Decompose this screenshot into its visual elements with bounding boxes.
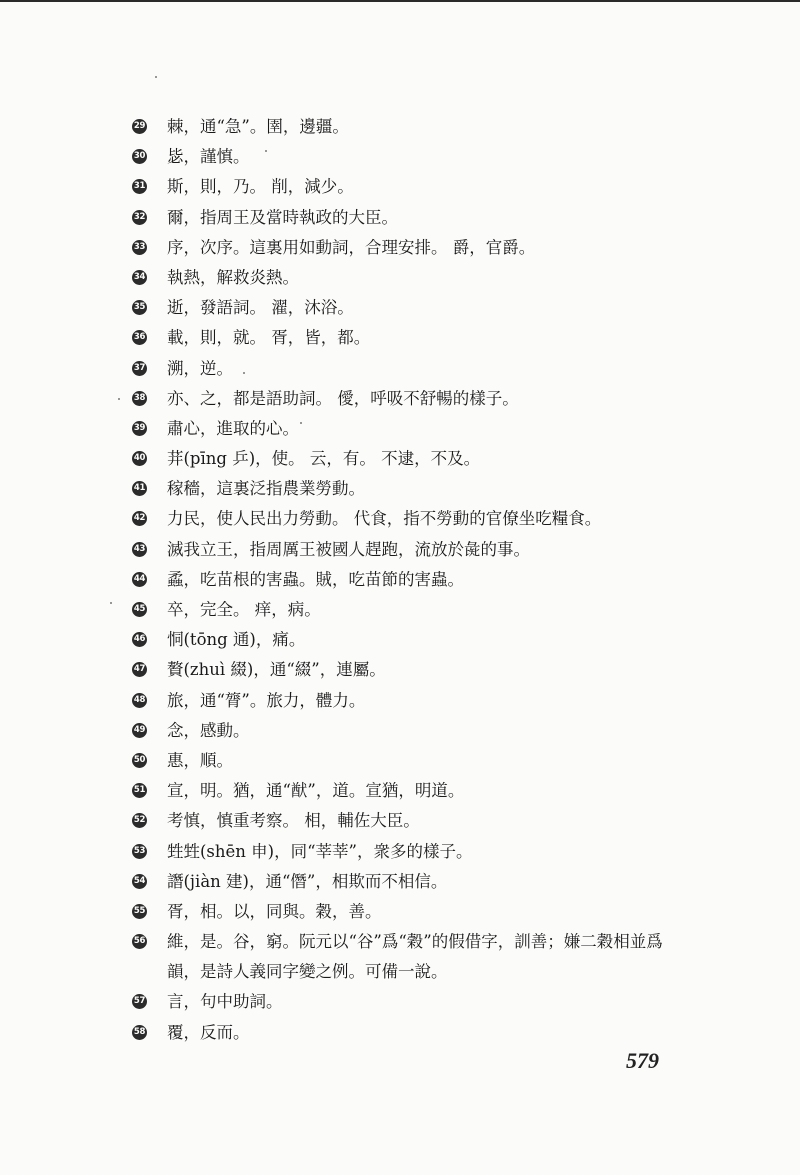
note-text: 棘，通“急”。圉，邊疆。: [167, 117, 349, 136]
note-text: 溯，逆。: [167, 358, 233, 378]
note-number-badge: 48: [132, 693, 147, 708]
note-item: [132, 927, 692, 987]
note-item: [132, 535, 692, 565]
note-text: 考慎，慎重考察。 相，輔佐大臣。: [167, 811, 420, 831]
note-text: 言，句中助詞。: [167, 992, 283, 1012]
note-number-badge: 37: [132, 361, 147, 376]
note-text: 維，是。谷，窮。阮元以“谷”爲“穀”的假借字，訓善；嫌二穀相並爲韻，是詩人義同字變之例。可備一說。: [167, 932, 663, 982]
note-number-badge: 34: [132, 270, 147, 285]
page-number: 579: [626, 1048, 659, 1073]
note-item: [132, 384, 692, 414]
note-text: 宣，明。猶，通“猷”，道。宣猶，明道。: [167, 781, 465, 801]
note-text: 毖，謹慎。: [167, 147, 250, 167]
note-item: [132, 806, 692, 836]
note-item: [132, 263, 692, 293]
note-item: [132, 323, 692, 353]
note-number-badge: 54: [132, 874, 147, 889]
note-item: [132, 142, 692, 172]
note-number-badge: 52: [132, 813, 147, 828]
note-item: [132, 625, 692, 655]
note-text: 蟊，吃苗根的害蟲。賊，吃苗節的害蟲。: [167, 569, 464, 589]
note-item: [132, 474, 692, 504]
note-item: [132, 987, 692, 1017]
note-number-badge: 39: [132, 421, 147, 436]
note-item: [132, 716, 692, 746]
note-number-badge: 35: [132, 300, 147, 315]
note-text: 惠，順。: [167, 750, 233, 770]
note-item: [132, 444, 692, 474]
note-item: [132, 595, 692, 625]
note-item: [132, 867, 692, 897]
note-text: 旅，通“膂”。旅力，體力。: [167, 690, 366, 710]
note-item: [132, 1018, 692, 1048]
note-number-badge: 43: [132, 542, 147, 557]
note-number-badge: 50: [132, 753, 147, 768]
note-text: 執熱，解救炎熱。: [167, 267, 299, 287]
note-text: 載，則，就。 胥，皆，都。: [167, 328, 371, 348]
note-item: [132, 504, 692, 534]
annotation-list: [132, 112, 692, 1048]
note-text: 稼穡，這裏泛指農業勞動。: [167, 479, 365, 499]
note-item: [132, 837, 692, 867]
note-number-badge: 33: [132, 240, 147, 255]
note-number-badge: 41: [132, 481, 147, 496]
note-item: [132, 655, 692, 685]
note-number-badge: 58: [132, 1025, 147, 1040]
note-number-badge: 53: [132, 844, 147, 859]
note-number-badge: 42: [132, 511, 147, 526]
note-item: [132, 897, 692, 927]
note-item: [132, 233, 692, 263]
note-number-badge: 44: [132, 572, 147, 587]
note-item: [132, 746, 692, 776]
note-number-badge: 56: [132, 934, 147, 949]
note-number-badge: 49: [132, 723, 147, 738]
note-text: 爾，指周王及當時執政的大臣。: [167, 207, 398, 227]
note-text: 卒，完全。 痒，病。: [167, 600, 321, 619]
note-number-badge: 38: [132, 391, 147, 406]
note-item: [132, 414, 692, 444]
note-text: 贅(zhuì 綴)，通“綴”，連屬。: [167, 660, 386, 680]
note-item: [132, 203, 692, 233]
note-text: 肅心，進取的心。: [167, 418, 299, 438]
note-item: [132, 776, 692, 806]
note-item: [132, 565, 692, 595]
note-number-badge: 51: [132, 783, 147, 798]
top-border-rule: [0, 0, 800, 2]
note-number-badge: 32: [132, 210, 147, 225]
note-text: 亦、之，都是語助詞。 僾，呼吸不舒暢的樣子。: [167, 388, 519, 408]
note-number-badge: 57: [132, 994, 147, 1009]
note-number-badge: 47: [132, 662, 147, 677]
note-text: 逝，發語詞。 濯，沐浴。: [167, 298, 354, 318]
note-text: 滅我立王，指周厲王被國人趕跑，流放於彘的事。: [167, 539, 530, 559]
note-text: 念，感動。: [167, 720, 250, 740]
print-speck: [110, 602, 112, 604]
note-item: [132, 686, 692, 716]
print-speck: [118, 398, 120, 400]
note-number-badge: 36: [132, 330, 147, 345]
note-number-badge: 55: [132, 904, 147, 919]
note-text: 序，次序。這裏用如動詞，合理安排。 爵，官爵。: [167, 237, 536, 257]
note-text: 甡甡(shēn 申)，同“莘莘”，衆多的樣子。: [167, 841, 473, 861]
note-number-badge: 45: [132, 602, 147, 617]
note-item: [132, 112, 692, 142]
note-number-badge: 40: [132, 451, 147, 466]
note-item: [132, 293, 692, 323]
note-text: 覆，反而。: [167, 1022, 250, 1042]
note-item: [132, 354, 692, 384]
note-number-badge: 29: [132, 119, 147, 134]
note-number-badge: 31: [132, 179, 147, 194]
note-number-badge: 30: [132, 149, 147, 164]
print-speck: [155, 76, 157, 78]
note-text: 譖(jiàn 建)，通“僭”，相欺而不相信。: [167, 871, 448, 891]
note-text: 恫(tōng 通)，痛。: [167, 630, 306, 650]
note-text: 力民，使人民出力勞動。 代食，指不勞動的官僚坐吃糧食。: [167, 509, 602, 529]
note-text: 胥，相。以，同與。穀，善。: [167, 901, 382, 921]
note-text: 斯，則，乃。 削，減少。: [167, 177, 354, 197]
note-text: 荓(pīng 乒)，使。 云，有。 不逮，不及。: [167, 449, 481, 469]
note-number-badge: 46: [132, 632, 147, 647]
note-item: [132, 172, 692, 202]
